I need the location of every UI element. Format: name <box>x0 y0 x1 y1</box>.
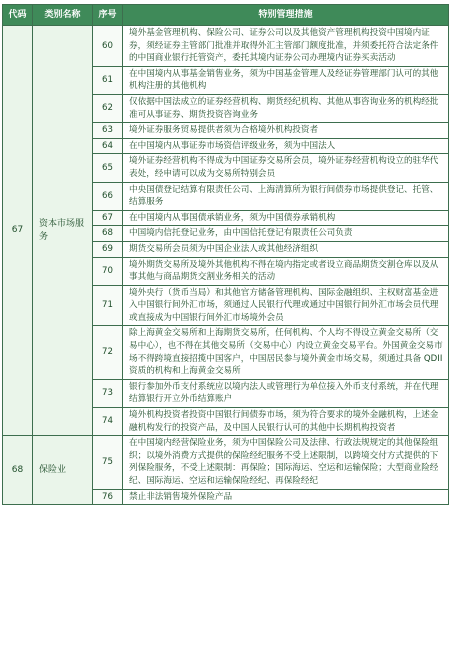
item-measure: 除上海黄金交易所和上海期货交易所，任何机构、个人均不得设立黄金交易所（交易中心），也不得在其他交易所（交易中心）内设立黄金交易平台。外国黄金交易市场不得跨境直接招揽中国客户，中国居民参与境外黄金市场交易，须通过具备 QDII 资质的机构和上海黄金交易所 <box>123 326 449 379</box>
item-measure: 禁止非法销售境外保险产品 <box>123 489 449 505</box>
item-number: 73 <box>93 379 123 407</box>
item-number: 61 <box>93 66 123 94</box>
item-number: 64 <box>93 138 123 154</box>
item-number: 72 <box>93 326 123 379</box>
item-measure: 境外央行（货币当局）和其他官方储备管理机构、国际金融组织、主权财富基金进入中国银行间外汇市场，须通过人民银行代理或通过中国银行间外汇市场会员代理或直接成为中国银行间外汇市场境外会员 <box>123 285 449 326</box>
regulation-table <box>2 4 449 505</box>
header-seq: 序号 <box>93 5 123 26</box>
group-code: 67 <box>3 26 33 436</box>
item-number: 65 <box>93 154 123 182</box>
item-measure: 在中国境内从事基金销售业务，须为中国基金管理人及经证券管理部门认可的其他机构注册的其他机构 <box>123 66 449 94</box>
item-measure: 境外证券经营机构不得成为中国证券交易所会员，境外证券经营机构设立的驻华代表处，经申请可以成为交易所特别会员 <box>123 154 449 182</box>
item-measure: 中国境内信托登记业务，由中国信托登记有限责任公司负责 <box>123 226 449 242</box>
item-number: 63 <box>93 123 123 139</box>
item-number: 67 <box>93 210 123 226</box>
item-measure: 仅依据中国法成立的证券经营机构、期货经纪机构、其他从事咨询业务的机构经批准可从事证券、期货投资咨询业务 <box>123 94 449 122</box>
item-number: 71 <box>93 285 123 326</box>
group-category: 资本市场服务 <box>33 26 93 436</box>
header-code: 代码 <box>3 5 33 26</box>
item-number: 74 <box>93 408 123 436</box>
item-measure: 期货交易所会员须为中国企业法人或其他经济组织 <box>123 241 449 257</box>
item-measure: 境外机构投资者投资中国银行间债券市场，须为符合要求的境外金融机构，上述金融机构发行的投资产品，及中国人民银行认可的其他中长期机构投资者 <box>123 408 449 436</box>
item-number: 69 <box>93 241 123 257</box>
item-number: 70 <box>93 257 123 285</box>
item-measure: 境外基金管理机构、保险公司、证券公司以及其他资产管理机构投资中国境内证券，须经证券主管部门批准并取得外汇主管部门额度批准，并须委托符合法定条件的中国商业银行托管资产，委托其境内证券公司办理境内证券买卖活动 <box>123 26 449 67</box>
table-row <box>3 26 449 67</box>
item-number: 76 <box>93 489 123 505</box>
item-number: 60 <box>93 26 123 67</box>
item-measure: 境外证券服务贸易提供者须为合格境外机构投资者 <box>123 123 449 139</box>
item-number: 75 <box>93 436 123 489</box>
item-measure: 银行参加外币支付系统应以境内法人或管理行为单位接入外币支付系统，并在代理结算银行开立外币结算账户 <box>123 379 449 407</box>
header-measure: 特别管理措施 <box>123 5 449 26</box>
item-measure: 在中国境内经营保险业务，须为中国保险公司及法律、行政法规规定的其他保险组织；以境外消费方式提供的保险经纪服务不受上述限制，以跨境交付方式提供的下列保险服务，不受上述限制：再保险；国际海运、空运和运输保险；大型商业险经纪、国际海运、空运和运输保险经纪、再保险经纪 <box>123 436 449 489</box>
item-number: 66 <box>93 182 123 210</box>
item-measure: 在中国境内从事证券市场资信评级业务，须为中国法人 <box>123 138 449 154</box>
item-measure: 中央国债登记结算有限责任公司、上海清算所为银行间债券市场提供登记、托管、结算服务 <box>123 182 449 210</box>
item-number: 62 <box>93 94 123 122</box>
table-row <box>3 436 449 489</box>
item-measure: 在中国境内从事国债承销业务，须为中国债券承销机构 <box>123 210 449 226</box>
table-header-row <box>3 5 449 26</box>
header-category: 类别名称 <box>33 5 93 26</box>
group-category: 保险业 <box>33 436 93 505</box>
group-code: 68 <box>3 436 33 505</box>
item-measure: 境外期货交易所及境外其他机构不得在境内指定或者设立商品期货交割仓库以及从事其他与商品期货交割业务相关的活动 <box>123 257 449 285</box>
item-number: 68 <box>93 226 123 242</box>
